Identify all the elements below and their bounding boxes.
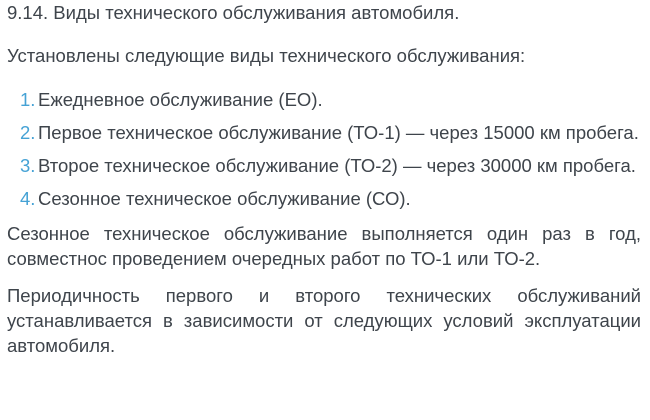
list-item-text: Сезонное техническое обслуживание (СО).: [38, 188, 411, 209]
list-item-number: 4.: [20, 188, 36, 209]
list-item-number: 1.: [20, 89, 36, 110]
list-item-number: 2.: [20, 122, 36, 143]
intro-paragraph: Установлены следующие виды технического обслуживания:: [7, 45, 526, 66]
list-item-text: Второе техническое обслуживание (ТО-2) — через 30000 км пробега.: [38, 155, 636, 176]
list-item-number: 3.: [20, 155, 36, 176]
periodicity-paragraph: Периодичность первого и второго технических обслуживаний устанавливается в зависимости от следующих условий эксплуатации автомобиля.: [7, 285, 641, 356]
list-item-seasonal: [20, 186, 641, 211]
seasonal-maintenance-paragraph: Сезонное техническое обслуживание выполняется один раз в год, совместнос проведением очередных работ по ТО-1 или ТО-2.: [7, 223, 641, 269]
list-item-to1: [20, 120, 641, 145]
list-item-to2: [20, 153, 641, 178]
list-item-text: Первое техническое обслуживание (ТО-1) — через 15000 км пробега.: [38, 122, 639, 143]
document-page: [7, 0, 641, 358]
list-item-daily: [20, 87, 641, 112]
section-heading: 9.14. Виды технического обслуживания автомобиля.: [7, 2, 460, 23]
maintenance-type-list: [7, 87, 641, 211]
list-item-text: Ежедневное обслуживание (ЕО).: [38, 89, 323, 110]
